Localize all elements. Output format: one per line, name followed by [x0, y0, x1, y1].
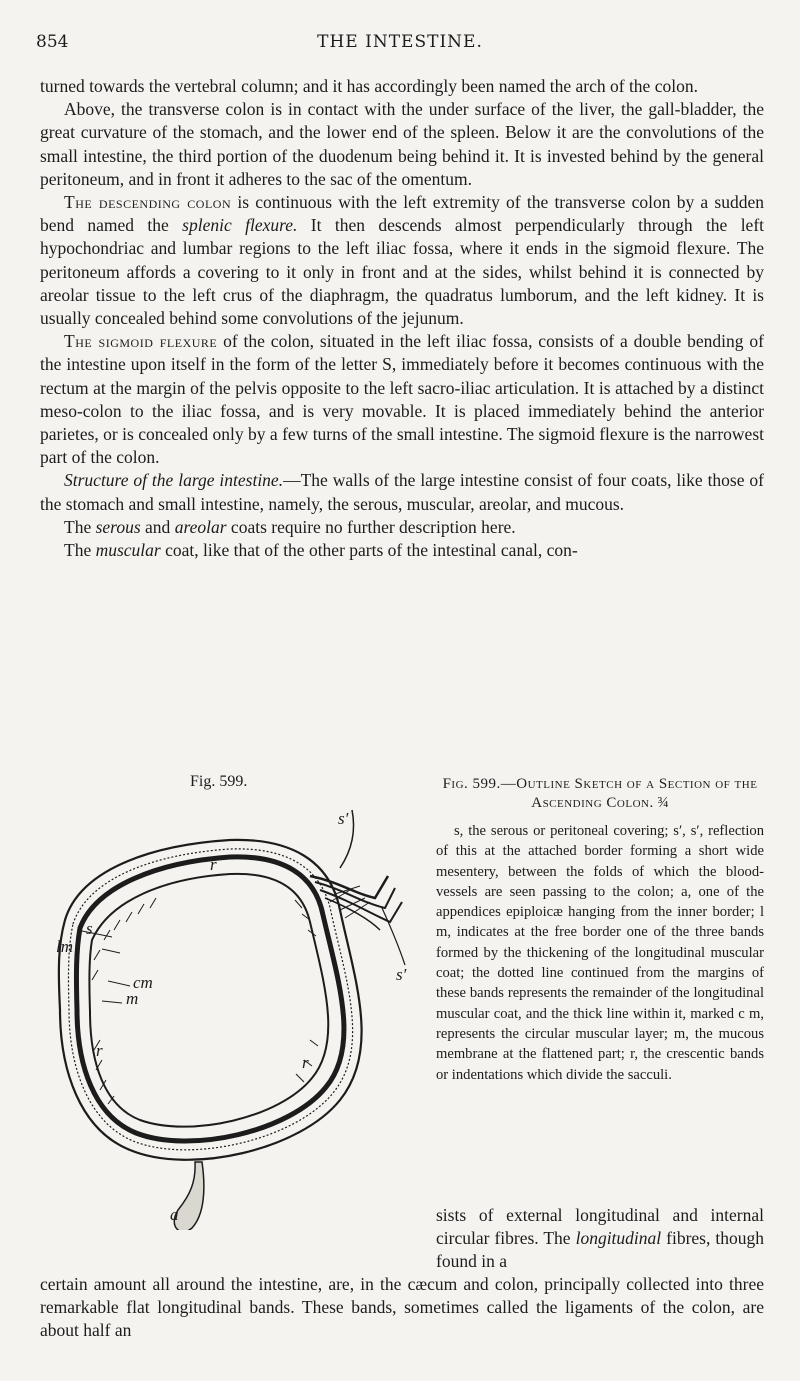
page-number: 854 — [36, 32, 69, 52]
term-structure: Structure of the large intestine. — [64, 470, 284, 491]
term-longitudinal: longitudinal — [575, 1228, 662, 1249]
figure-599 — [40, 770, 425, 1230]
label-cm: cm — [133, 973, 153, 992]
term-areolar: areolar — [174, 516, 227, 537]
term-descending-colon: The descending colon — [64, 192, 232, 213]
caption-scale: ¾ — [657, 795, 669, 811]
paragraph-arch: turned towards the vertebral column; and it has accordingly been named the arch of the colon. — [40, 76, 698, 96]
term-serous: serous — [95, 516, 141, 537]
label-lm: lm — [56, 937, 73, 956]
page-header — [36, 30, 764, 58]
paragraph-sigmoid-flexure — [40, 330, 764, 469]
label-m: m — [126, 989, 139, 1008]
text-run: coats require no further description here. — [226, 516, 516, 537]
label-r-right: r — [302, 1053, 309, 1072]
text-run: coat, like that of the other parts of the intestinal canal, con- — [160, 540, 578, 561]
running-head: THE INTESTINE. — [317, 32, 483, 52]
label-r-left: r — [96, 1041, 103, 1060]
text-run: fibres, though found in a — [436, 1228, 764, 1272]
colon-section-illustration — [40, 790, 425, 1230]
text-run: and — [140, 516, 175, 537]
paragraph-descending-colon — [40, 191, 764, 330]
paragraph-serous-areolar — [40, 516, 764, 539]
figure-label: Fig. 599. — [190, 773, 248, 790]
caption-title-text: Fig. 599.—Outline Sketch of a Section of the Ascending Colon. — [442, 776, 758, 811]
text-run: It then descends almost perpendicularly through the left hypochondriac and lumbar regions to the left iliac fossa, where it ends in the sigmoid flexure. The peritoneum affords a covering to it only in front and at the sides, whilst behind it is connected by areolar tissue to the left crus of the diaphragm, the quadratus lumborum, and the left kidney. It is usually concealed behind some convolutions of the jejunum. — [40, 215, 765, 329]
text-run: The — [64, 516, 96, 537]
text-run: sists of external longitudinal and internal circular fibres. The — [436, 1205, 764, 1249]
circular-muscular-layer — [76, 857, 344, 1141]
label-s-prime-right: s′ — [396, 965, 407, 984]
caption-body: s, the serous or peritoneal covering; s′, s′, reflection of this at the attached border forming a short wide mesentery, between the folds of which the blood-vessels are seen passing to the colon; a, one of the appendices epiploicæ hanging from the inner border; l m, indicates at the free border one of the three bands formed by the thickening of the longitudinal muscular coat; the dotted line continued from the margins of these bands represents the remainder of the longitudinal muscular coat, and the thick line within it, marked c m, represents the circular muscular layer; m, the mucous membrane at the flattened part; r, the crescentic bands or indentations which divide the sacculi. — [436, 823, 764, 1083]
text-run: of the colon, situated in the left iliac fossa, consists of a double bending of the intestine upon itself in the form of the letter S, immediately before it becomes continuous with the rectum at the margin of the pelvis opposite to the left sacro-iliac articulation. It is attached by a distinct meso-colon to the iliac fossa, and is very movable. It is placed immediately behind the anterior parietes, or is concealed only by a few turns of the small intestine. The sigmoid flexure is the narrowest part of the colon. — [40, 331, 764, 468]
mesentery-vessels — [310, 810, 405, 965]
caption-title — [436, 775, 764, 813]
text-run: The — [64, 540, 96, 561]
label-s-prime-top: s′ — [338, 809, 349, 828]
label-s: s — [86, 919, 93, 938]
continuation-full: certain amount all around the intestine, are, in the cæcum and colon, principally collected into three remarkable flat longitudinal bands. These bands, sometimes called the ligaments of the colon, are about half an — [40, 1274, 764, 1341]
text-run: is continuous with the left extremity of the transverse colon by a sudden bend named the — [40, 192, 765, 236]
paragraph-muscular — [40, 539, 764, 562]
continuation-right — [436, 1204, 764, 1274]
appendix-epiploica — [174, 1162, 204, 1230]
figure-caption — [436, 775, 764, 1085]
term-sigmoid-flexure: The sigmoid flexure — [64, 331, 218, 352]
term-splenic-flexure: splenic flexure. — [182, 215, 298, 236]
paragraph-structure — [40, 469, 764, 515]
text-run: —The walls of the large intestine consist of four coats, like those of the stomach and small intestine, namely, the serous, muscular, areolar, and mucous. — [40, 470, 764, 514]
label-r-top: r — [210, 855, 217, 874]
term-muscular: muscular — [95, 540, 161, 561]
paragraph-transverse-colon: Above, the transverse colon is in contact with the under surface of the liver, the gall-bladder, the great curvature of the stomach, and the lower end of the spleen. Below it are the convolutions of the small intestine, the third portion of the duodenum being behind it. It is invested behind by the general peritoneum, and in front it adheres to the sac of the omentum. — [40, 99, 764, 189]
body-text — [40, 75, 764, 562]
label-a: a — [170, 1205, 179, 1224]
